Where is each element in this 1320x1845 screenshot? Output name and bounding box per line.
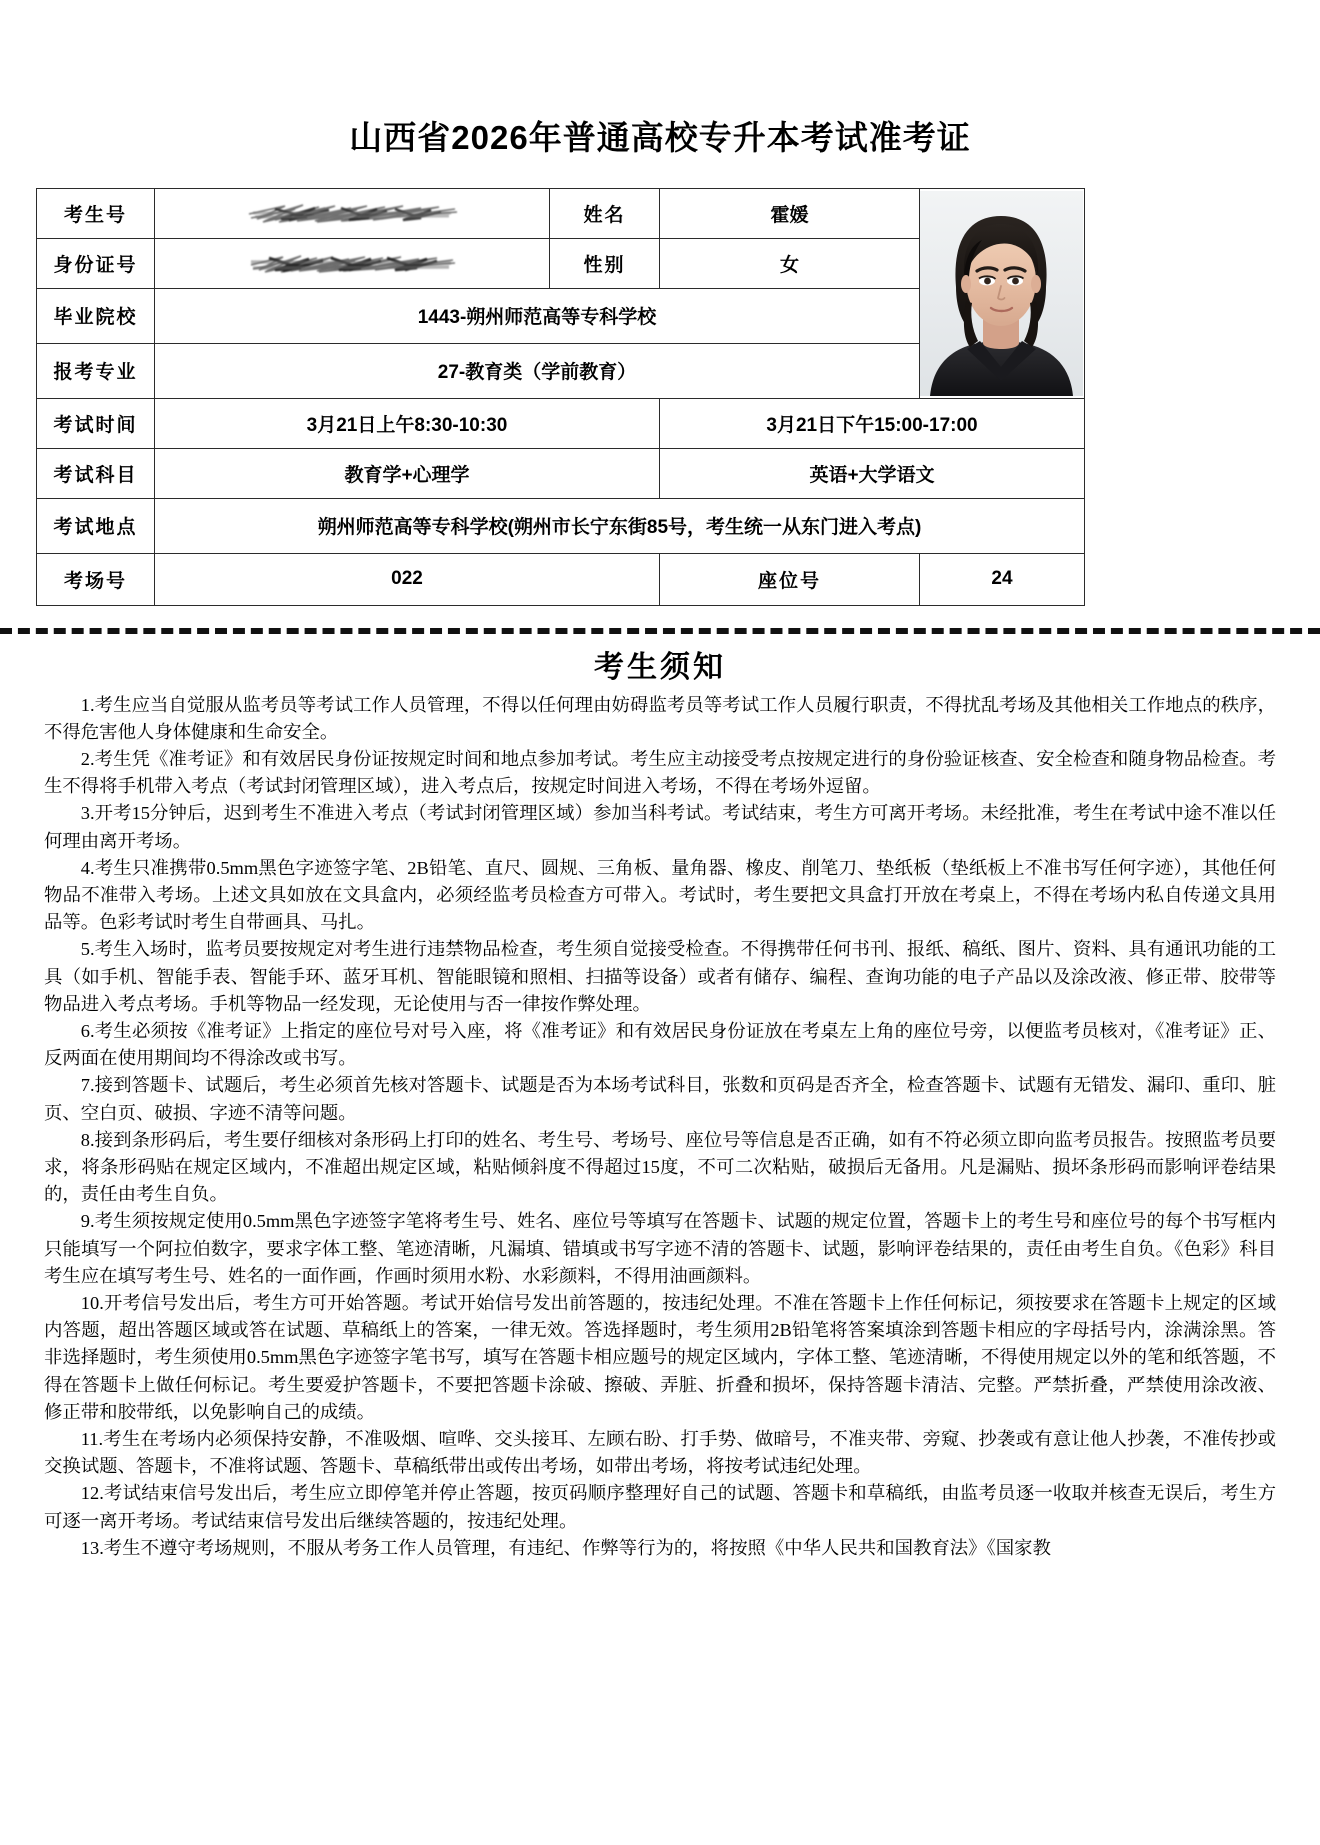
table-row [37,398,1085,448]
table-row [37,553,1085,605]
value-name: 霍媛 [660,188,920,238]
table-row [37,498,1085,553]
label-exam-location: 考试地点 [37,498,155,553]
value-exam-subject-afternoon: 英语+大学语文 [660,448,1085,498]
value-major: 27-教育类（学前教育） [155,343,920,398]
table-row [37,188,1085,238]
label-id-number: 身份证号 [37,238,155,288]
label-graduate-school: 毕业院校 [37,288,155,343]
notice-body [44,692,1276,1563]
label-major: 报考专业 [37,343,155,398]
label-exam-subject: 考试科目 [37,448,155,498]
value-exam-time-morning: 3月21日上午8:30-10:30 [155,398,660,448]
value-seat-number: 24 [920,553,1085,605]
notice-item: 3.开考15分钟后，迟到考生不准进入考点（考试封闭管理区域）参加当科考试。考试结束，考生方可离开考场。未经批准，考生在考试中途不准以任何理由离开考场。 [44,803,1276,851]
notice-title: 考生须知 [594,650,726,684]
redaction-scribble-id-number [245,250,460,276]
candidate-info-table [36,188,1085,606]
value-exam-subject-morning: 教育学+心理学 [155,448,660,498]
value-candidate-number [155,188,550,238]
label-exam-time: 考试时间 [37,398,155,448]
candidate-notice-section [44,606,1276,1563]
candidate-photo [920,191,1083,396]
notice-item: 1.考生应当自觉服从监考员等考试工作人员管理，不得以任何理由妨碍监考员等考试工作人员履行职责，不得扰乱考场及其他相关工作地点的秩序，不得危害他人身体健康和生命安全。 [44,694,1276,742]
label-gender: 性别 [550,238,660,288]
page-title: 山西省2026年普通高校专升本考试准考证 [349,119,971,156]
value-id-number [155,238,550,288]
label-exam-room: 考场号 [37,553,155,605]
notice-item: 4.考生只准携带0.5mm黑色字迹签字笔、2B铅笔、直尺、圆规、三角板、量角器、橡皮、削笔刀、垫纸板（垫纸板上不准书写任何字迹），其他任何物品不准带入考场。上述文具如放在文具盒内，必须经监考员检查方可带入。考试时，考生要把文具盒打开放在考桌上，不得在考场内私自传递文具用品等。色彩考试时考生自带画具、马扎。 [44,857,1276,933]
notice-item: 13.考生不遵守考场规则，不服从考务工作人员管理，有违纪、作弊等行为的，将按照《中华人民共和国教育法》《国家教 [80,1537,1051,1558]
value-exam-location: 朔州师范高等专科学校(朔州市长宁东街85号，考生统一从东门进入考点) [155,498,1085,553]
value-exam-room: 022 [155,553,660,605]
notice-item: 11.考生在考场内必须保持安静，不准吸烟、喧哗、交头接耳、左顾右盼、打手势、做暗号，不准夹带、旁窥、抄袭或有意让他人抄袭，不准传抄或交换试题、答题卡，不准将试题、答题卡、草稿纸带出或传出考场，如带出考场，将按考试违纪处理。 [44,1429,1276,1477]
notice-item: 7.接到答题卡、试题后，考生必须首先核对答题卡、试题是否为本场考试科目，张数和页码是否齐全，检查答题卡、试题有无错发、漏印、重印、脏页、空白页、破损、字迹不清等问题。 [44,1075,1276,1123]
redaction-scribble-candidate-number [245,200,460,226]
table-row [37,448,1085,498]
candidate-photo-cell [920,188,1085,398]
notice-item: 10.开考信号发出后，考生方可开始答题。考试开始信号发出前答题的，按违纪处理。不准在答题卡上作任何标记，须按要求在答题卡上规定的区域内答题，超出答题区域或答在试题、草稿纸上的答案，一律无效。答选择题时，考生须用2B铅笔将答案填涂到答题卡相应的字母括号内，涂满涂黑。答非选择题时，考生须使用0.5mm黑色字迹签字笔书写，填写在答题卡相应题号的规定区域内，字体工整、笔迹清晰，不得使用规定以外的笔和纸答题，不得在答题卡上做任何标记。考生要爱护答题卡，不要把答题卡涂破、擦破、弄脏、折叠和损坏，保持答题卡清洁、完整。严禁折叠，严禁使用涂改液、修正带和胶带纸，以免影响自己的成绩。 [44,1293,1276,1422]
value-exam-time-afternoon: 3月21日下午15:00-17:00 [660,398,1085,448]
notice-item: 12.考试结束信号发出后，考生应立即停笔并停止答题，按页码顺序整理好自己的试题、答题卡和草稿纸，由监考员逐一收取并核查无误后，考生方可逐一离开考场。考试结束信号发出后继续答题的，按违纪处理。 [44,1483,1276,1531]
notice-item: 5.考生入场时，监考员要按规定对考生进行违禁物品检查，考生须自觉接受检查。不得携带任何书刊、报纸、稿纸、图片、资料、具有通讯功能的工具（如手机、智能手表、智能手环、蓝牙耳机、智能眼镜和照相、扫描等设备）或者有储存、编程、查询功能的电子产品以及涂改液、修正带、胶带等物品进入考点考场。手机等物品一经发现，无论使用与否一律按作弊处理。 [44,939,1276,1014]
info-table-wrapper [36,188,1284,606]
tear-off-divider [0,628,1320,634]
label-seat-number: 座位号 [660,553,920,605]
notice-item: 6.考生必须按《准考证》上指定的座位号对号入座，将《准考证》和有效居民身份证放在考桌左上角的座位号旁，以便监考员核对，《准考证》正、反两面在使用期间均不得涂改或书写。 [44,1021,1276,1069]
label-name: 姓名 [550,188,660,238]
value-graduate-school: 1443-朔州师范高等专科学校 [155,288,920,343]
label-candidate-number: 考生号 [37,188,155,238]
notice-item: 9.考生须按规定使用0.5mm黑色字迹签字笔将考生号、姓名、座位号等填写在答题卡、试题的规定位置，答题卡上的考生号和座位号的每个书写框内只能填写一个阿拉伯数字，要求字体工整、笔迹清晰，凡漏填、错填或书写字迹不清的答题卡、试题，影响评卷结果的，责任由考生自负。《色彩》科目考生应在填写考生号、姓名的一面作画，作画时须用水粉、水彩颜料，不得用油画颜料。 [44,1211,1276,1286]
value-gender: 女 [660,238,920,288]
notice-item: 8.接到条形码后，考生要仔细核对条形码上打印的姓名、考生号、考场号、座位号等信息是否正确，如有不符必须立即向监考员报告。按照监考员要求，将条形码贴在规定区域内，不准超出规定区域，粘贴倾斜度不得超过15度，不可二次粘贴，破损后无备用。凡是漏贴、损坏条形码而影响评卷结果的，责任由考生自负。 [44,1129,1276,1205]
notice-item: 2.考生凭《准考证》和有效居民身份证按规定时间和地点参加考试。考生应主动接受考点按规定进行的身份验证核查、安全检查和随身物品检查。考生不得将手机带入考点（考试封闭管理区域），进入考点后，按规定时间进入考场，不得在考场外逗留。 [44,749,1276,797]
